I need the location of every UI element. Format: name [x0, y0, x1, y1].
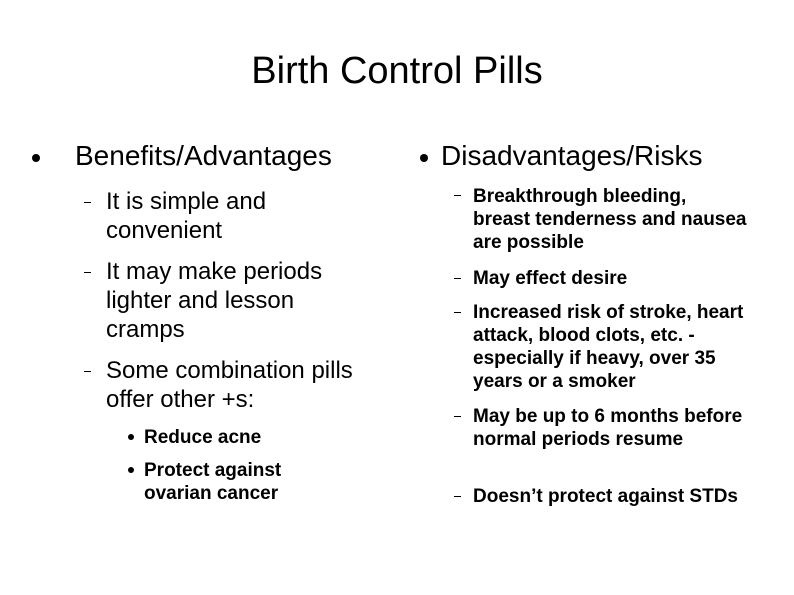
left-item: It is simple and convenient — [106, 188, 267, 244]
left-subitem: Reduce acne — [144, 427, 262, 448]
right-item: Increased risk of stroke, heart attack, blood clots, etc. - especially if heavy, over 35 years or a smoker — [473, 302, 744, 392]
right-item: May be up to 6 months before normal periods resume — [473, 406, 743, 450]
right-item: Breakthrough bleeding, breast tenderness and nausea are possible — [473, 186, 747, 253]
dash-icon — [454, 416, 461, 417]
right-item: Doesn’t protect against STDs — [473, 486, 738, 507]
dash-icon — [454, 195, 461, 196]
left-subitem: Protect against ovarian cancer — [144, 460, 282, 504]
slide-title: Birth Control Pills — [251, 50, 543, 92]
left-heading: Benefits/Advantages — [75, 140, 332, 171]
left-item: Some combination pills offer other +s: — [106, 357, 353, 413]
bullet-icon — [128, 434, 134, 440]
bullet-icon — [32, 154, 40, 162]
dash-icon — [84, 272, 91, 273]
right-item: May effect desire — [473, 268, 628, 289]
dash-icon — [84, 371, 91, 372]
bullet-icon — [128, 467, 134, 473]
left-item: It may make periods lighter and lesson cramps — [106, 258, 323, 343]
dash-icon — [454, 496, 461, 497]
dash-icon — [454, 278, 461, 279]
dash-icon — [454, 312, 461, 313]
bullet-icon — [420, 154, 428, 162]
right-heading: Disadvantages/Risks — [441, 140, 703, 171]
dash-icon — [84, 202, 91, 203]
